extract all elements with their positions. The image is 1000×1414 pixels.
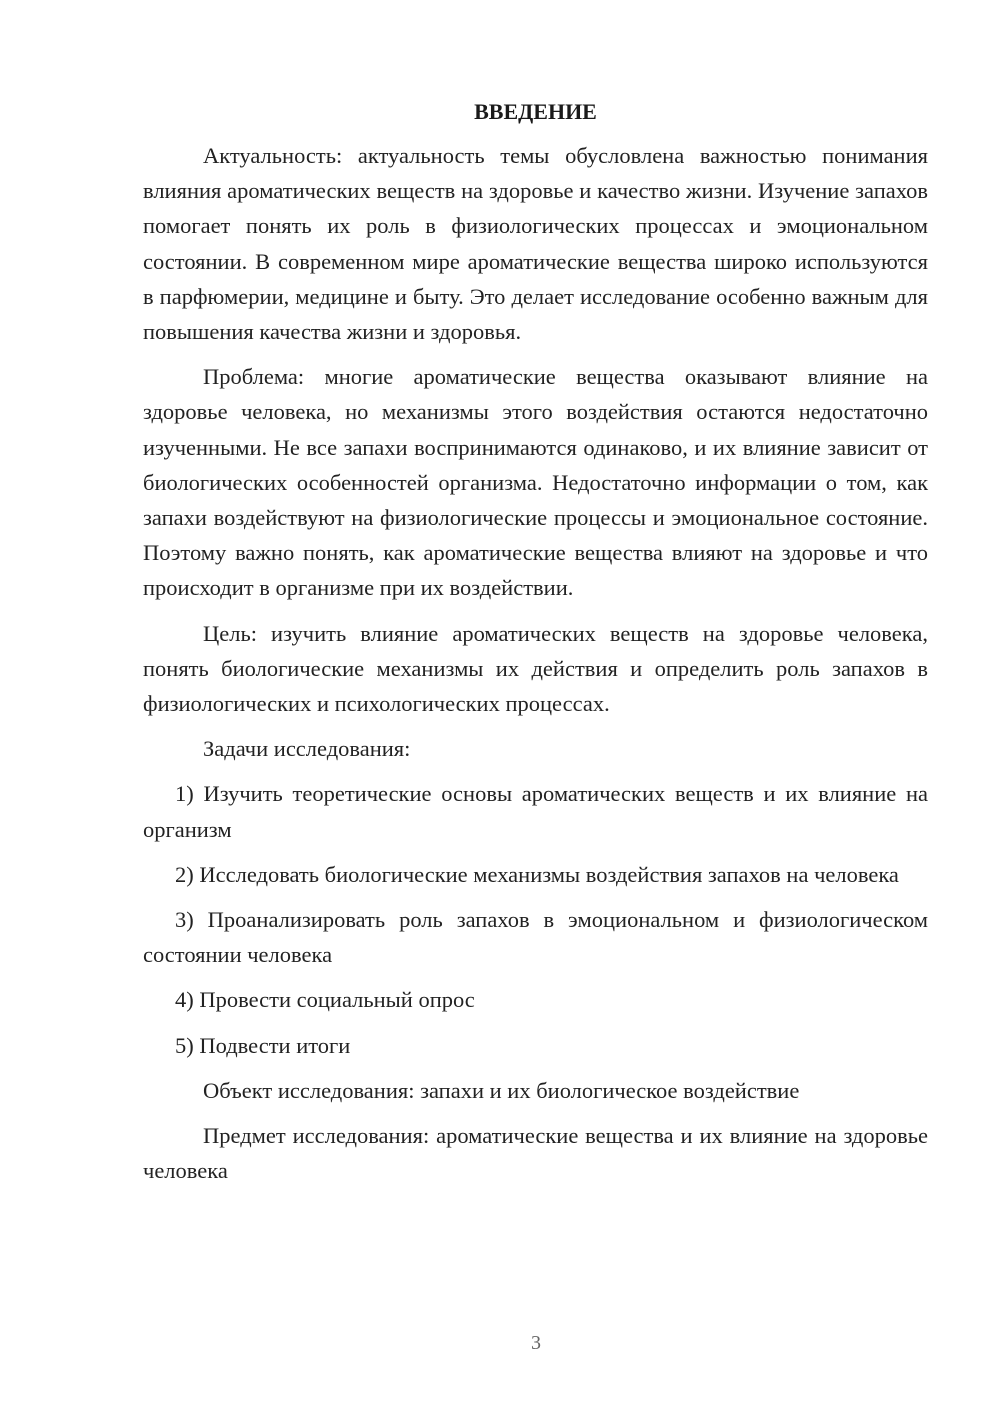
page-number: 3 [531,1332,541,1354]
document-page [143,94,928,1198]
paragraph-subject: Предмет исследования: ароматические вещества и их влияние на здоровье человека [143,1123,928,1184]
paragraph-object: Объект исследования: запахи и их биологическое воздействие [203,1077,800,1103]
task-item: 1) Изучить теоретические основы ароматических веществ и их влияние на организм [143,781,928,842]
paragraph-problem: Проблема: многие ароматические вещества оказывают влияние на здоровье человека, но механизмы этого воздействия остаются недостаточно изученными. Не все запахи воспринимаются одинаково, и их влияние зависит от биологических особенностей организма. Недостаточно информации о том, как запахи воздействуют на физиологические процессы и эмоциональное состояние. Поэтому важно понять, как ароматические вещества влияют на здоровье и что происходит в организме при их воздействии. [143,364,928,601]
paragraph-goal: Цель: изучить влияние ароматических веществ на здоровье человека, понять биологические механизмы их действия и определить роль запахов в физиологических и психологических процессах. [143,620,928,717]
tasks-heading: Задачи исследования: [203,736,411,762]
task-item: 4) Провести социальный опрос [175,987,475,1013]
paragraph-relevance: Актуальность: актуальность темы обусловлена важностью понимания влияния ароматических веществ на здоровье и качество жизни. Изучение запахов помогает понять их роль в физиологических процессах и эмоциональном состоянии. В современном мире ароматические вещества широко используются в парфюмерии, медицине и быту. Это делает исследование особенно важным для повышения качества жизни и здоровья. [143,143,928,345]
task-item: 5) Подвести итоги [175,1032,351,1058]
section-title: ВВЕДЕНИЕ [474,99,597,124]
task-item: 2) Исследовать биологические механизмы воздействия запахов на человека [175,861,899,887]
task-item: 3) Проанализировать роль запахов в эмоциональном и физиологическом состоянии человека [143,907,928,968]
